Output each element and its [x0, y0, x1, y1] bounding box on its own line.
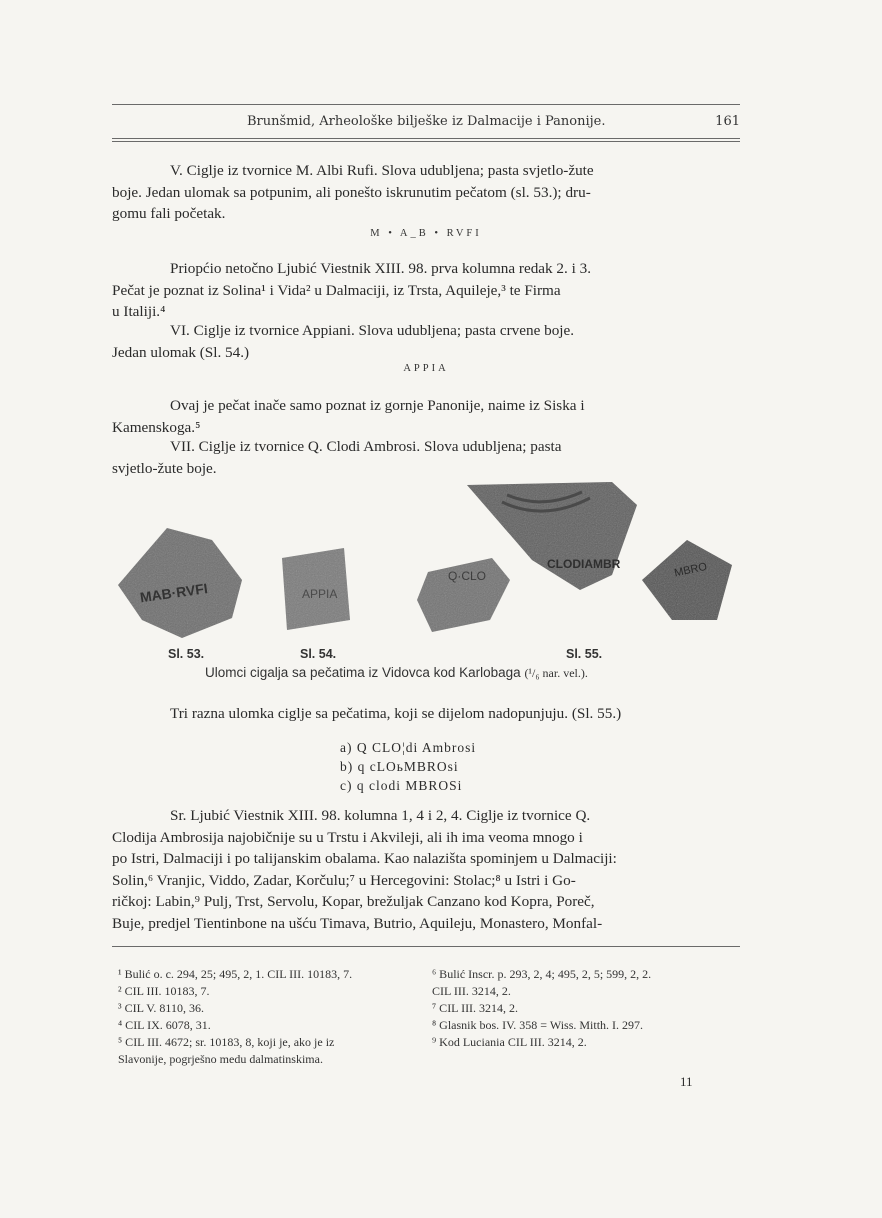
footnote: ³ CIL V. 8110, 36. — [118, 1001, 204, 1015]
stamp-transcription-2: APPIA — [403, 363, 449, 374]
paragraph-2 — [112, 258, 740, 323]
footnote-rule — [112, 946, 740, 947]
section-v — [112, 160, 740, 225]
footnote: ⁹ Kod Luciania CIL III. 3214, 2. — [432, 1035, 587, 1049]
text-line: boje. Jedan ulomak sa potpunim, ali ponešto iskrunutim pečatom (sl. 53.); dru- — [112, 183, 591, 201]
figure-label-54: Sl. 54. — [300, 647, 337, 661]
variant-b: b) q cLOьMBROsi — [340, 759, 459, 774]
fragment-stamp-text: MBRO — [673, 560, 709, 580]
fragment-stamp-text: MAB·RVFI — [138, 580, 209, 606]
paragraph-6 — [112, 805, 740, 934]
header-bottom-rule-2 — [112, 141, 740, 142]
text-line: Buje, predjel Tientinbone na ušću Timava, Butrio, Aquileju, Monastero, Monfal- — [112, 914, 603, 932]
header-top-rule — [112, 104, 740, 105]
fragment-stamp-text: CLODIAMBR — [547, 557, 621, 571]
figure-tile-fragments — [112, 480, 740, 655]
text-line: Sr. Ljubić Viestnik XIII. 98. kolumna 1, 4 i 2, 4. Ciglje iz tvornice Q. — [170, 807, 591, 824]
paragraph-5 — [112, 703, 740, 725]
text-line: Kamenskoga.⁵ — [112, 418, 201, 436]
footnote: CIL III. 3214, 2. — [432, 984, 511, 998]
text-line: svjetlo-žute boje. — [112, 459, 217, 477]
footnote: ⁴ CIL IX. 6078, 31. — [118, 1018, 211, 1032]
footnote: ¹ Bulić o. c. 294, 25; 495, 2, 1. CIL III. 10183, 7. — [118, 967, 353, 981]
footnotes-right — [432, 966, 651, 1051]
figure-caption — [205, 665, 588, 681]
footnote: ⁵ CIL III. 4672; sr. 10183, 8, koji je, ako je iz — [118, 1035, 335, 1049]
variant-a: a) Q CLO¦di Ambrosi — [340, 740, 477, 755]
text-line: gomu fali početak. — [112, 205, 226, 222]
variant-c: c) q clodi MBROSi — [340, 778, 463, 793]
text-line: ričkoj: Labin,⁹ Pulj, Trst, Servolu, Kopar, brežuljak Canzano kod Kopra, Poreč, — [112, 893, 595, 910]
fragment-stamp-text: APPIA — [302, 587, 338, 601]
stamp-variants — [340, 738, 476, 795]
signature-mark: 11 — [680, 1074, 693, 1089]
text-line: VI. Ciglje iz tvornice Appiani. Slova udubljena; pasta crvene boje. — [170, 322, 575, 339]
footnote: ² CIL III. 10183, 7. — [118, 984, 210, 998]
paragraph-4 — [112, 395, 740, 438]
running-title: Brunšmid, Arheološke bilješke iz Dalmacije i Panonije. — [247, 114, 606, 129]
text-line: Ovaj je pečat inače samo poznat iz gornje Panonije, naime iz Siska i — [170, 397, 585, 414]
footnote: ⁸ Glasnik bos. IV. 358 = Wiss. Mitth. I. 297. — [432, 1018, 644, 1032]
footnotes-left — [118, 966, 352, 1068]
stamp-transcription-1: M • A_B • RVFI — [370, 228, 482, 239]
text-line: Priopćio netočno Ljubić Viestnik XIII. 98. prva kolumna redak 2. i 3. — [170, 260, 592, 277]
figure-label-55: Sl. 55. — [566, 647, 603, 661]
figure-caption-text: Ulomci cigalja sa pečatima iz Vidovca kod Karlobaga — [205, 665, 521, 680]
text-line: Solin,⁶ Vranjic, Viddo, Zadar, Korčulu;⁷ u Hercegovini: Stolac;⁸ u Istri i Go- — [112, 871, 576, 889]
fragment-sl-54 — [282, 548, 350, 630]
page-number: 161 — [715, 114, 740, 129]
figure-label-53: Sl. 53. — [168, 647, 205, 661]
text-line: u Italiji.⁴ — [112, 303, 166, 320]
fragments-photo — [112, 480, 740, 655]
footnote: ⁶ Bulić Inscr. p. 293, 2, 4; 495, 2, 5; 599, 2, 2. — [432, 967, 652, 981]
text-line: V. Ciglje iz tvornice M. Albi Rufi. Slova udubljena; pasta svjetlo-žute — [170, 162, 594, 179]
figure-caption-scale: (¹/₆ nar. vel.). — [524, 666, 588, 680]
text-line: po Istri, Dalmaciji i po talijanskim obalama. Kao nalazišta spominjem u Dalmaciji: — [112, 850, 617, 867]
fragment-stamp-text: Q·CLO — [448, 569, 487, 583]
text-line: Tri razna ulomka ciglje sa pečatima, koji se dijelom nadopunjuju. (Sl. 55.) — [170, 705, 622, 722]
text-line: Jedan ulomak (Sl. 54.) — [112, 343, 250, 361]
text-line: Pečat je poznat iz Solina¹ i Vida² u Dalmaciji, iz Trsta, Aquileje,³ te Firma — [112, 281, 561, 299]
header-bottom-rule — [112, 138, 740, 139]
section-vi — [112, 320, 740, 363]
section-vii — [112, 436, 740, 479]
footnote: ⁷ CIL III. 3214, 2. — [432, 1001, 519, 1015]
fragment-sl-53 — [118, 528, 242, 638]
text-line: Clodija Ambrosija najobičnije su u Trstu i Akvileji, ali ih ima veoma mnogo i — [112, 828, 583, 846]
fragment-sl-55-c — [642, 540, 732, 620]
footnote: Slavonije, pogrješno medu dalmatinskima. — [118, 1052, 323, 1066]
text-line: VII. Ciglje iz tvornice Q. Clodi Ambrosi. Slova udubljena; pasta — [170, 438, 562, 455]
fragment-sl-55-a — [417, 558, 510, 632]
